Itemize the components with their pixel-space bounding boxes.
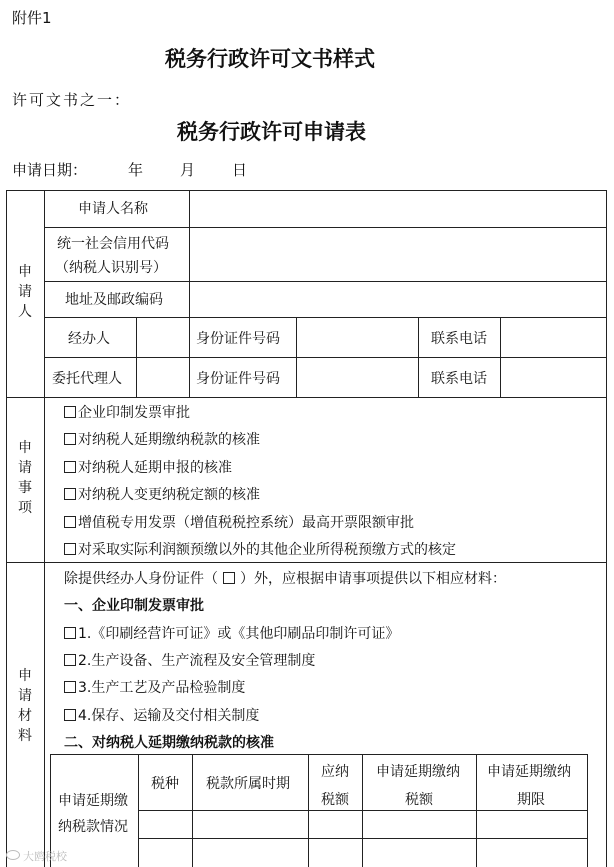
subtable-line <box>587 754 588 867</box>
subtable-line <box>138 754 139 867</box>
materials-intro <box>64 571 506 587</box>
applicant-name-field[interactable] <box>190 191 606 227</box>
checkbox-icon[interactable] <box>64 543 76 555</box>
col-due-2: 税额 <box>321 792 349 808</box>
checkbox-icon[interactable] <box>64 627 76 639</box>
matter-item-label: 企业印制发票审批 <box>78 405 190 421</box>
matters-side-label: 申 请 事 项 <box>18 440 32 516</box>
matter-item-label: 对纳税人延期申报的核准 <box>78 460 232 476</box>
subtable-row-label-1: 申请延期缴 <box>58 793 128 809</box>
matter-item[interactable] <box>64 515 414 531</box>
materials-intro-b: ）外，应根据申请事项提供以下相应材料： <box>240 571 506 587</box>
col-defer-amt-2: 税额 <box>405 792 433 808</box>
col-defer-amt-1: 申请延期缴纳 <box>376 764 460 780</box>
matter-item[interactable] <box>64 542 456 558</box>
checkbox-icon[interactable] <box>64 406 76 418</box>
material-item-label: 2.生产设备、生产流程及安全管理制度 <box>78 653 316 669</box>
materials-intro-a: 除提供经办人身份证件（ <box>64 571 218 587</box>
col-period: 税款所属时期 <box>206 776 290 792</box>
material-item-label: 4.保存、运输及交付相关制度 <box>78 708 260 724</box>
subtable-line <box>138 838 588 839</box>
checkbox-icon[interactable] <box>64 461 76 473</box>
date-day: 日 <box>232 161 248 179</box>
subtable-line <box>308 754 309 867</box>
checkbox-icon[interactable] <box>64 654 76 666</box>
subtable-line <box>50 754 588 755</box>
table-border-right <box>606 190 607 867</box>
checkbox-icon[interactable] <box>64 681 76 693</box>
materials-side-label: 申 请 材 料 <box>18 668 32 744</box>
date-year: 年 <box>128 161 144 179</box>
material-item[interactable] <box>64 626 399 642</box>
subtable-line <box>138 810 588 811</box>
date-label: 申请日期： <box>12 161 88 179</box>
agent-phone-label: 联系电话 <box>431 331 487 347</box>
material-item[interactable] <box>64 653 315 669</box>
matter-item-label: 对采取实际利润额预缴以外的其他企业所得税预缴方式的核定 <box>78 542 456 558</box>
date-month: 月 <box>180 161 196 179</box>
delegate-id-field[interactable] <box>297 358 418 397</box>
id-provided-checkbox[interactable] <box>223 572 235 584</box>
checkbox-icon[interactable] <box>64 488 76 500</box>
matter-item-label: 对纳税人延期缴纳税款的核准 <box>78 432 260 448</box>
subtable-line <box>192 754 193 867</box>
agent-id-field[interactable] <box>297 318 418 357</box>
address-field[interactable] <box>190 282 606 317</box>
material-item[interactable] <box>64 680 245 696</box>
section-line <box>6 562 607 563</box>
matter-item[interactable] <box>64 432 260 448</box>
doc-title: 税务行政许可文书样式 <box>165 47 375 71</box>
col-deadline-1: 申请延期缴纳 <box>487 764 571 780</box>
watermark <box>6 848 67 864</box>
side-column-divider <box>44 190 45 867</box>
matter-item[interactable] <box>64 405 190 421</box>
form-title: 税务行政许可申请表 <box>177 120 366 144</box>
credit-code-label: 统一社会信用代码 <box>57 236 169 252</box>
col-deadline-2: 期限 <box>517 792 545 808</box>
credit-code-field[interactable] <box>190 228 606 281</box>
subtable-line <box>362 754 363 867</box>
subtitle: 许可文书之一： <box>12 91 132 109</box>
applicant-name-label: 申请人名称 <box>78 201 148 217</box>
material-item[interactable] <box>64 708 259 724</box>
delegate-label: 委托代理人 <box>52 371 122 387</box>
checkbox-icon[interactable] <box>64 709 76 721</box>
subtable-line <box>476 754 477 867</box>
watermark-text: 大鸥税校 <box>23 850 67 863</box>
applicant-side-label: 申 请 人 <box>18 264 32 320</box>
address-label: 地址及邮政编码 <box>65 292 163 308</box>
agent-field[interactable] <box>137 318 189 357</box>
section2-heading: 二、对纳税人延期缴纳税款的核准 <box>64 735 274 751</box>
checkbox-icon[interactable] <box>64 433 76 445</box>
agent-id-label: 身份证件号码 <box>196 331 280 347</box>
agent-phone-field[interactable] <box>501 318 606 357</box>
material-item-label: 1.《印刷经营许可证》或《其他印刷品印制许可证》 <box>78 626 400 642</box>
col-due-1: 应纳 <box>321 764 349 780</box>
matter-item[interactable] <box>64 460 232 476</box>
delegate-id-label: 身份证件号码 <box>196 371 280 387</box>
col-tax-type: 税种 <box>151 776 179 792</box>
delegate-phone-label: 联系电话 <box>431 371 487 387</box>
checkbox-icon[interactable] <box>64 516 76 528</box>
subtable-row-label-2: 纳税款情况 <box>58 819 128 835</box>
agent-label: 经办人 <box>68 331 110 347</box>
matter-item-label: 增值税专用发票（增值税税控系统）最高开票限额审批 <box>78 515 414 531</box>
delegate-field[interactable] <box>137 358 189 397</box>
delegate-phone-field[interactable] <box>501 358 606 397</box>
section1-heading: 一、企业印制发票审批 <box>64 598 204 614</box>
section-line <box>6 397 607 398</box>
matter-item-label: 对纳税人变更纳税定额的核准 <box>78 487 260 503</box>
wechat-icon <box>6 850 20 860</box>
table-border-left <box>6 190 7 867</box>
attachment-label: 附件1 <box>12 9 52 27</box>
matter-item[interactable] <box>64 487 260 503</box>
col-line <box>418 317 419 397</box>
material-item-label: 3.生产工艺及产品检验制度 <box>78 680 246 696</box>
taxpayer-id-label: （纳税人识别号） <box>55 260 167 276</box>
